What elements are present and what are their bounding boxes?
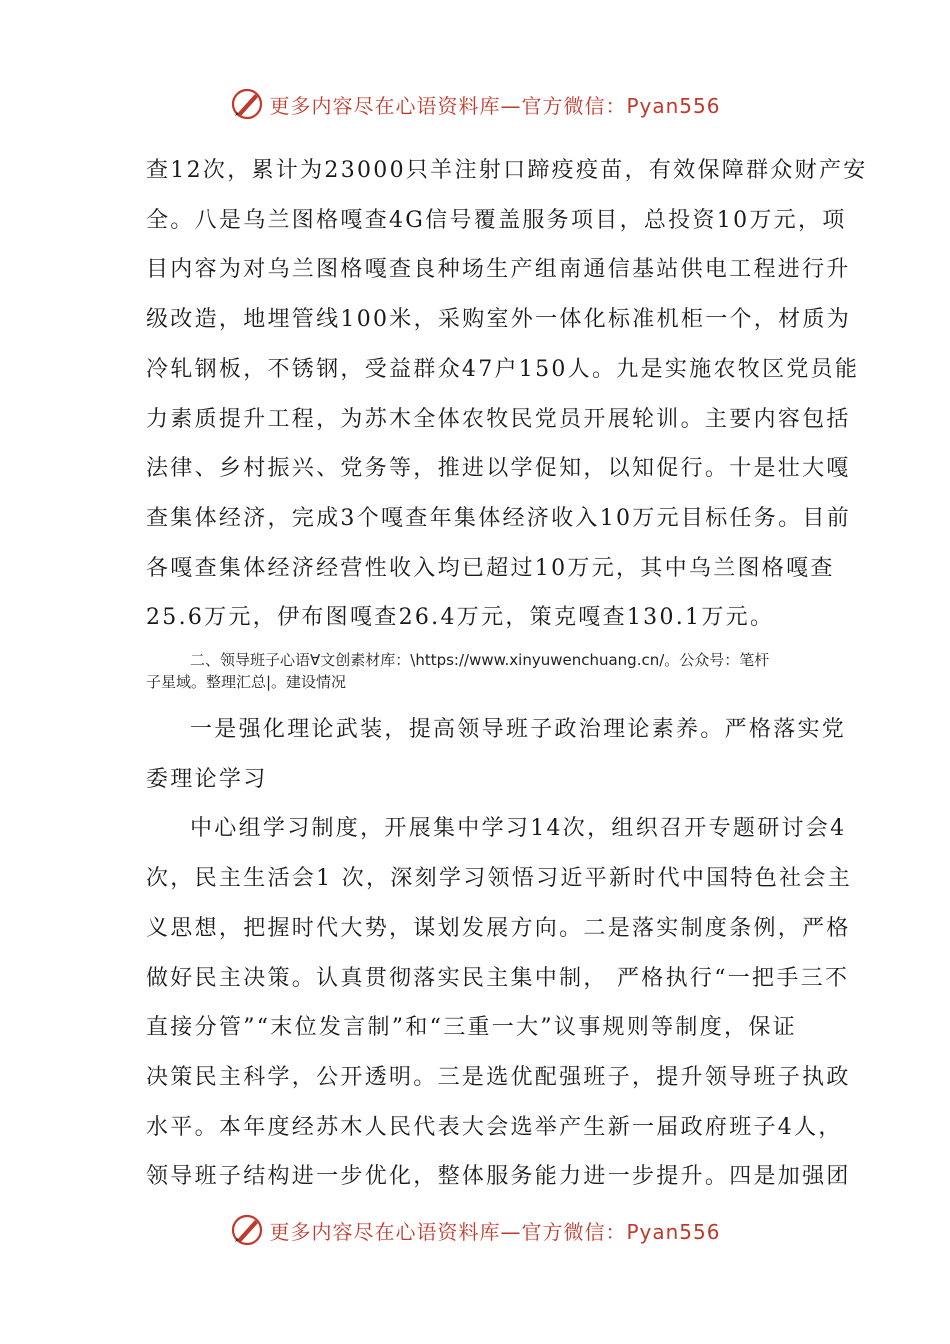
text-line: 查12次，累计为23000只羊注射口蹄疫疫苗，有效保障群众财产安 <box>146 158 868 183</box>
paragraph-1 <box>146 146 868 643</box>
text-line: 法律、乡村振兴、党务等，推进以学促知，以知促行。十是壮大嘎 <box>146 456 851 482</box>
text-line: 25.6万元，伊布图嘎查26.4万元，策克嘎查130.1万元。 <box>146 605 775 631</box>
text-line: 级改造，地埋管线100米，采购室外一体化标准机柜一个，材质为 <box>146 307 851 333</box>
footer-banner-text: 更多内容尽在心语资料库—官方微信：Pyan556 <box>269 1219 721 1244</box>
section-heading-line: 子星域。整理汇总|。建设情况 <box>146 673 347 692</box>
pen-circle-logo-icon <box>229 1212 265 1248</box>
text-line: 目内容为对乌兰图格嘎查良种场生产组南通信基站供电工程进行升 <box>146 257 851 283</box>
pen-circle-logo-icon <box>229 86 265 122</box>
text-line: 全。八是乌兰图格嘎查4G信号覆盖服务项目，总投资10万元，项 <box>146 207 847 233</box>
text-line: 次，民主生活会1 次，深刻学习领悟习近平新时代中国特色社会主 <box>146 866 852 892</box>
text-line: 领导班子结构进一步优化，整体服务能力进一步提升。四是加强团 <box>146 1164 851 1190</box>
text-line: 决策民主科学，公开透明。三是选优配强班子，提升领导班子执政 <box>146 1064 851 1090</box>
text-line: 直接分管”“末位发言制”和“三重一大”议事规则等制度，保证 <box>146 1015 797 1041</box>
text-line: 中心组学习制度，开展集中学习14次，组织召开专题研讨会4 <box>190 816 847 842</box>
text-line: 委理论学习 <box>146 766 268 792</box>
document-body <box>146 146 868 1202</box>
text-line: 冷轧钢板，不锈钢，受益群众47户150人。九是实施农牧区党员能 <box>146 356 860 382</box>
footer-banner <box>0 1210 950 1250</box>
paragraph-2 <box>146 705 847 804</box>
text-line: 义思想，把握时代大势，谋划发展方向。二是落实制度条例，严格 <box>146 915 851 941</box>
header-banner <box>0 84 950 124</box>
section-heading <box>146 649 806 693</box>
text-line: 水平。本年度经苏木人民代表大会选举产生新一届政府班子4人， <box>146 1114 843 1140</box>
text-line: 查集体经济，完成3个嘎查年集体经济收入10万元目标任务。目前 <box>146 505 851 531</box>
section-heading-line: 二、领导班子心语∀文创素材库：\https://www.xinyuwenchuang.cn/。公众号：笔杆 <box>190 651 770 670</box>
text-line: 一是强化理论武装，提高领导班子政治理论素养。严格落实党 <box>190 717 847 743</box>
text-line: 做好民主决策。认真贯彻落实民主集中制， 严格执行“一把手三不 <box>146 965 850 991</box>
text-line: 各嘎查集体经济经营性收入均已超过10万元，其中乌兰图格嘎查 <box>146 555 835 581</box>
text-line: 力素质提升工程，为苏木全体农牧民党员开展轮训。主要内容包括 <box>146 406 851 432</box>
header-banner-text: 更多内容尽在心语资料库—官方微信：Pyan556 <box>269 93 721 118</box>
paragraph-3 <box>146 804 852 1202</box>
